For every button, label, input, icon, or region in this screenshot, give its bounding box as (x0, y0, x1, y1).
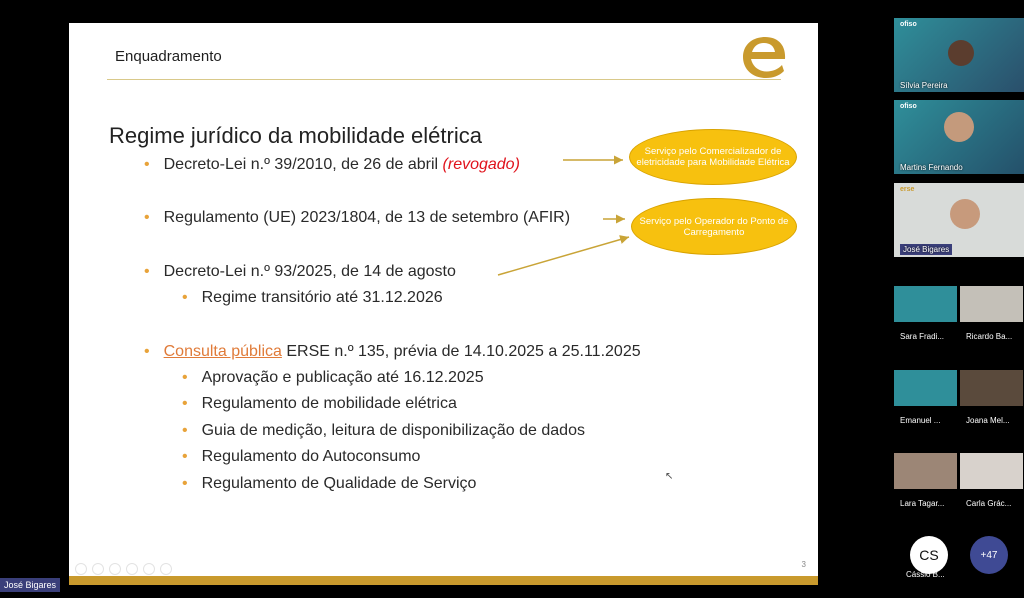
consulta-publica-link[interactable]: Consulta pública (163, 343, 282, 360)
participant-row-1 (894, 286, 1024, 322)
slide-footer-bar (69, 576, 818, 585)
presenter-name-label: José Bigares (0, 578, 60, 592)
sub-bullet-mobilidade: • Regulamento de mobilidade elétrica (182, 395, 457, 412)
callout-arrows (69, 23, 818, 585)
participant-tile-martins[interactable]: ofiso Martins Fernando (894, 100, 1024, 174)
participant-name: Carla Grác... (966, 499, 1012, 508)
participant-name: Joana Mel... (966, 416, 1010, 425)
participant-tile-joana[interactable] (960, 370, 1023, 406)
bullet-regulamento-afir: • Regulamento (UE) 2023/1804, de 13 de setembro (AFIR) (144, 209, 571, 226)
participant-tile-silvia[interactable]: ofiso Sílvia Pereira (894, 18, 1024, 92)
participant-tile-sara[interactable] (894, 286, 957, 322)
more-options-icon[interactable] (160, 563, 172, 575)
pen-icon[interactable] (109, 563, 121, 575)
pointer-icon[interactable] (126, 563, 138, 575)
zoom-icon[interactable] (143, 563, 155, 575)
participant-row-2 (894, 370, 1024, 406)
participant-tile-ricardo[interactable] (960, 286, 1023, 322)
slide-title: Enquadramento (115, 48, 222, 65)
participant-name: Ricardo Ba... (966, 332, 1013, 341)
participant-row-3 (894, 453, 1024, 489)
participant-name: Lara Tagar... (900, 499, 945, 508)
callout-operador: Serviço pelo Operador do Ponto de Carregamento (631, 198, 797, 255)
mouse-cursor-icon: ↖ (665, 471, 674, 482)
participant-name: Emanuel ... (900, 416, 941, 425)
participant-tile-carla[interactable] (960, 453, 1023, 489)
next-icon[interactable] (92, 563, 104, 575)
callout-comercializador: Serviço pelo Comercializador de eletricidade para Mobilidade Elétrica (629, 129, 797, 185)
participant-tile-jose[interactable]: erse José Bigares (894, 183, 1024, 257)
bullet-consulta-publica: • Consulta pública ERSE n.º 135, prévia de 14.10.2025 a 25.11.2025 (144, 343, 641, 360)
participant-video (950, 199, 980, 229)
previous-icon[interactable] (75, 563, 87, 575)
shared-slide (69, 23, 818, 585)
slide-heading: Regime jurídico da mobilidade elétrica (109, 123, 482, 148)
participant-video (944, 112, 974, 142)
sub-bullet-qualidade: • Regulamento de Qualidade de Serviço (182, 475, 477, 492)
sub-bullet-guia-medicao: • Guia de medição, leitura de disponibilização de dados (182, 422, 585, 439)
sub-bullet-aprovacao: • Aprovação e publicação até 16.12.2025 (182, 369, 484, 386)
sub-bullet-autoconsumo: • Regulamento do Autoconsumo (182, 448, 421, 465)
participant-tile-emanuel[interactable] (894, 370, 957, 406)
participant-tile-lara[interactable] (894, 453, 957, 489)
bullet-decreto-2025: • Decreto-Lei n.º 93/2025, de 14 de agosto (144, 263, 456, 280)
participant-avatar[interactable]: CS (910, 536, 948, 574)
sub-bullet-regime-transitorio: • Regime transitório até 31.12.2026 (182, 289, 443, 306)
revoked-label: (revogado) (442, 156, 520, 173)
slide-toolbar (75, 563, 172, 575)
bullet-decreto-2010: • Decreto-Lei n.º 39/2010, de 26 de abril (revogado) (144, 156, 520, 173)
more-participants-button[interactable]: +47 (970, 536, 1008, 574)
participant-name: Cássio B... (906, 570, 945, 579)
page-number: 3 (801, 560, 806, 569)
participant-name: Sara Fradi... (900, 332, 945, 341)
participant-video (948, 40, 974, 66)
